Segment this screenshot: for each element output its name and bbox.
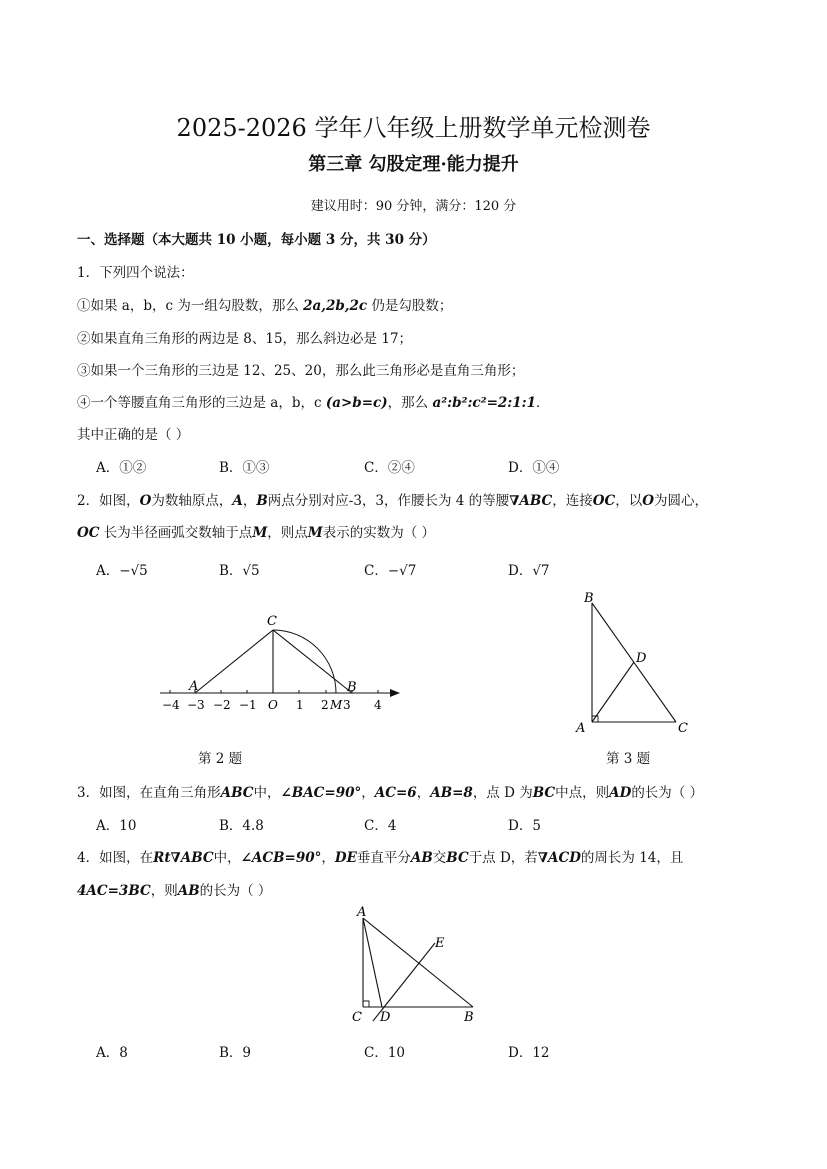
q2-O2: O	[642, 493, 655, 509]
label-c: C	[678, 721, 688, 736]
q2-line-2	[77, 521, 435, 541]
chapter-subtitle: 第三章 勾股定理·能力提升	[308, 154, 519, 175]
q2-line-1	[77, 489, 708, 509]
tick-label: −2	[213, 698, 231, 712]
q1-stem: 1．下列四个说法：	[77, 265, 194, 281]
q3-t7: 的长为（ ）	[631, 785, 704, 801]
q2-option-d[interactable]: D．√7	[508, 563, 550, 579]
q1-s1-math: 2a,2b,2c	[303, 298, 368, 314]
q2-B: B	[256, 493, 268, 509]
tick-label: 2	[321, 698, 329, 712]
q2-figure	[150, 605, 410, 715]
q2-tri: ∇ABC	[509, 493, 553, 509]
q4-angle: ∠ACB=90°	[240, 850, 322, 866]
label-c: C	[352, 1010, 362, 1025]
q1-s1-text-b: 仍是勾股数；	[367, 298, 453, 314]
q4-math: 4AC=3BC	[77, 883, 151, 899]
q4-t5: 交	[432, 850, 447, 866]
q4-option-b[interactable]: B．9	[219, 1045, 252, 1061]
q3-figure	[572, 588, 692, 738]
label-b: B	[584, 591, 594, 606]
q3-t1: 3．如图，在直角三角形	[77, 785, 221, 801]
q3-AD: AD	[609, 785, 632, 801]
q3-AC: AC=6	[374, 785, 417, 801]
q3-option-a[interactable]: A．10	[96, 818, 137, 834]
tick-label: 1	[296, 698, 304, 712]
q1-s4-text-c: ．	[536, 395, 550, 411]
q3-BC: BC	[532, 785, 556, 801]
q2-OC-2: OC	[77, 525, 100, 541]
q3-ABC: ABC	[220, 785, 254, 801]
q2-OC: OC	[592, 493, 616, 509]
right-angle-marker	[363, 1001, 369, 1007]
q2-t10: 表示的实数为（ ）	[322, 525, 436, 541]
q4-BC: BC	[446, 850, 469, 866]
q4-t6: 于点 D，若	[468, 850, 538, 866]
q1-option-c[interactable]: C．②④	[364, 460, 415, 476]
q3-t4: ，	[416, 785, 431, 801]
q3-line	[77, 781, 703, 801]
label-c: C	[267, 614, 277, 629]
tick-label-o: O	[268, 698, 278, 712]
q1-statement-3: ③如果一个三角形的三边是 12、25、20，那么此三角形必是直角三角形；	[77, 363, 525, 379]
q4-rt: Rt∇ABC	[153, 850, 214, 866]
q2-option-b[interactable]: B．√5	[219, 563, 260, 579]
tick-label: −1	[239, 698, 257, 712]
q4-tri: ∇ACD	[537, 850, 581, 866]
q3-t6: 中点，则	[555, 785, 610, 801]
q1-option-d[interactable]: D．①④	[508, 460, 560, 476]
q3-t5: ，点 D 为	[472, 785, 533, 801]
q2-t3: ，	[242, 493, 257, 509]
q3-option-d[interactable]: D．5	[508, 818, 541, 834]
number-line-arrow-icon	[390, 689, 400, 697]
segment-cb	[273, 630, 352, 693]
q2-t4: 两点分别对应-3，3，作腰长为 4 的等腰	[267, 493, 510, 509]
q2-t1: 2．如图，	[77, 493, 140, 509]
q1-option-b[interactable]: B．①③	[219, 460, 270, 476]
q4-t2: 中，	[213, 850, 241, 866]
q4-t8: ，则	[150, 883, 178, 899]
q3-t3: ，	[361, 785, 375, 801]
exam-meta: 建议用时：90 分钟，满分：120 分	[310, 199, 517, 214]
q2-option-c[interactable]: C．−√7	[364, 563, 417, 579]
label-a: A	[189, 679, 199, 694]
q3-AB: AB=8	[430, 785, 473, 801]
q3-option-b[interactable]: B．4.8	[219, 818, 264, 834]
q4-option-a[interactable]: A．8	[96, 1045, 128, 1061]
q4-AB-2: AB	[177, 883, 200, 899]
label-a: A	[576, 721, 586, 736]
q2-t8: 长为半径画弧交数轴于点	[99, 525, 253, 541]
q3-angle: ∠BAC=90°	[280, 785, 362, 801]
q1-option-a[interactable]: A．①②	[96, 460, 147, 476]
segment-ad	[592, 662, 634, 722]
q4-t4: 垂直平分	[356, 850, 411, 866]
label-a: A	[357, 905, 367, 920]
tick-label: −3	[187, 698, 205, 712]
label-b: B	[464, 1010, 474, 1025]
q4-option-d[interactable]: D．12	[508, 1045, 550, 1061]
label-d: D	[380, 1010, 391, 1025]
q1-s4-text-b: ，那么	[387, 395, 433, 411]
q2-figure-caption: 第 2 题	[198, 751, 243, 767]
page-title: 2025-2026 学年八年级上册数学单元检测卷	[176, 114, 651, 142]
label-e: E	[435, 936, 445, 951]
q2-option-a[interactable]: A．−√5	[96, 563, 148, 579]
q1-s4-text-a: ④一个等腰直角三角形的三边是 a，b，c	[77, 395, 326, 411]
q4-line-2	[77, 879, 271, 899]
q4-t1: 4．如图，在	[77, 850, 154, 866]
q4-line-1	[77, 846, 683, 866]
q1-statement-2: ②如果直角三角形的两边是 8、15，那么斜边必是 17；	[77, 331, 413, 347]
label-b: B	[347, 680, 357, 695]
label-d: D	[636, 651, 647, 666]
tick-label: 3	[343, 698, 351, 712]
arc-cm	[273, 630, 336, 693]
q4-t9: 的长为（ ）	[199, 883, 272, 899]
tick-label: 4	[374, 698, 382, 712]
q2-t9: ，则点	[267, 525, 308, 541]
q1-question: 其中正确的是（ ）	[77, 427, 190, 443]
q4-figure	[345, 903, 485, 1028]
q2-t6: ，以	[615, 493, 643, 509]
q2-t7: 为圆心，	[654, 493, 709, 509]
q4-option-c[interactable]: C．10	[364, 1045, 406, 1061]
q2-M: M	[252, 525, 268, 541]
q2-t2: 为数轴原点，	[151, 493, 233, 509]
tick-label-m: M	[330, 698, 343, 712]
q2-O: O	[139, 493, 152, 509]
q1-s4-cond: (a>b=c)	[325, 395, 388, 411]
tick-label: −4	[162, 698, 180, 712]
section-heading: 一、选择题（本大题共 10 小题，每小题 3 分，共 30 分）	[77, 232, 436, 248]
q1-s4-math: a²:b²:c²=2:1:1	[432, 395, 537, 411]
q2-t5: ，连接	[552, 493, 593, 509]
q2-M2: M	[307, 525, 323, 541]
q3-figure-caption: 第 3 题	[606, 751, 651, 767]
q3-t2: 中，	[253, 785, 281, 801]
q4-DE: DE	[334, 850, 357, 866]
q4-t3: ，	[321, 850, 335, 866]
q4-t7: 的周长为 14，且	[580, 850, 684, 866]
segment-ac	[195, 630, 273, 693]
q3-option-c[interactable]: C．4	[364, 818, 397, 834]
q2-A: A	[232, 493, 243, 509]
q4-AB: AB	[410, 850, 433, 866]
q1-statement-1	[77, 294, 452, 314]
q1-s1-text-a: ①如果 a，b，c 为一组勾股数，那么	[77, 298, 304, 314]
q1-statement-4	[77, 391, 550, 411]
